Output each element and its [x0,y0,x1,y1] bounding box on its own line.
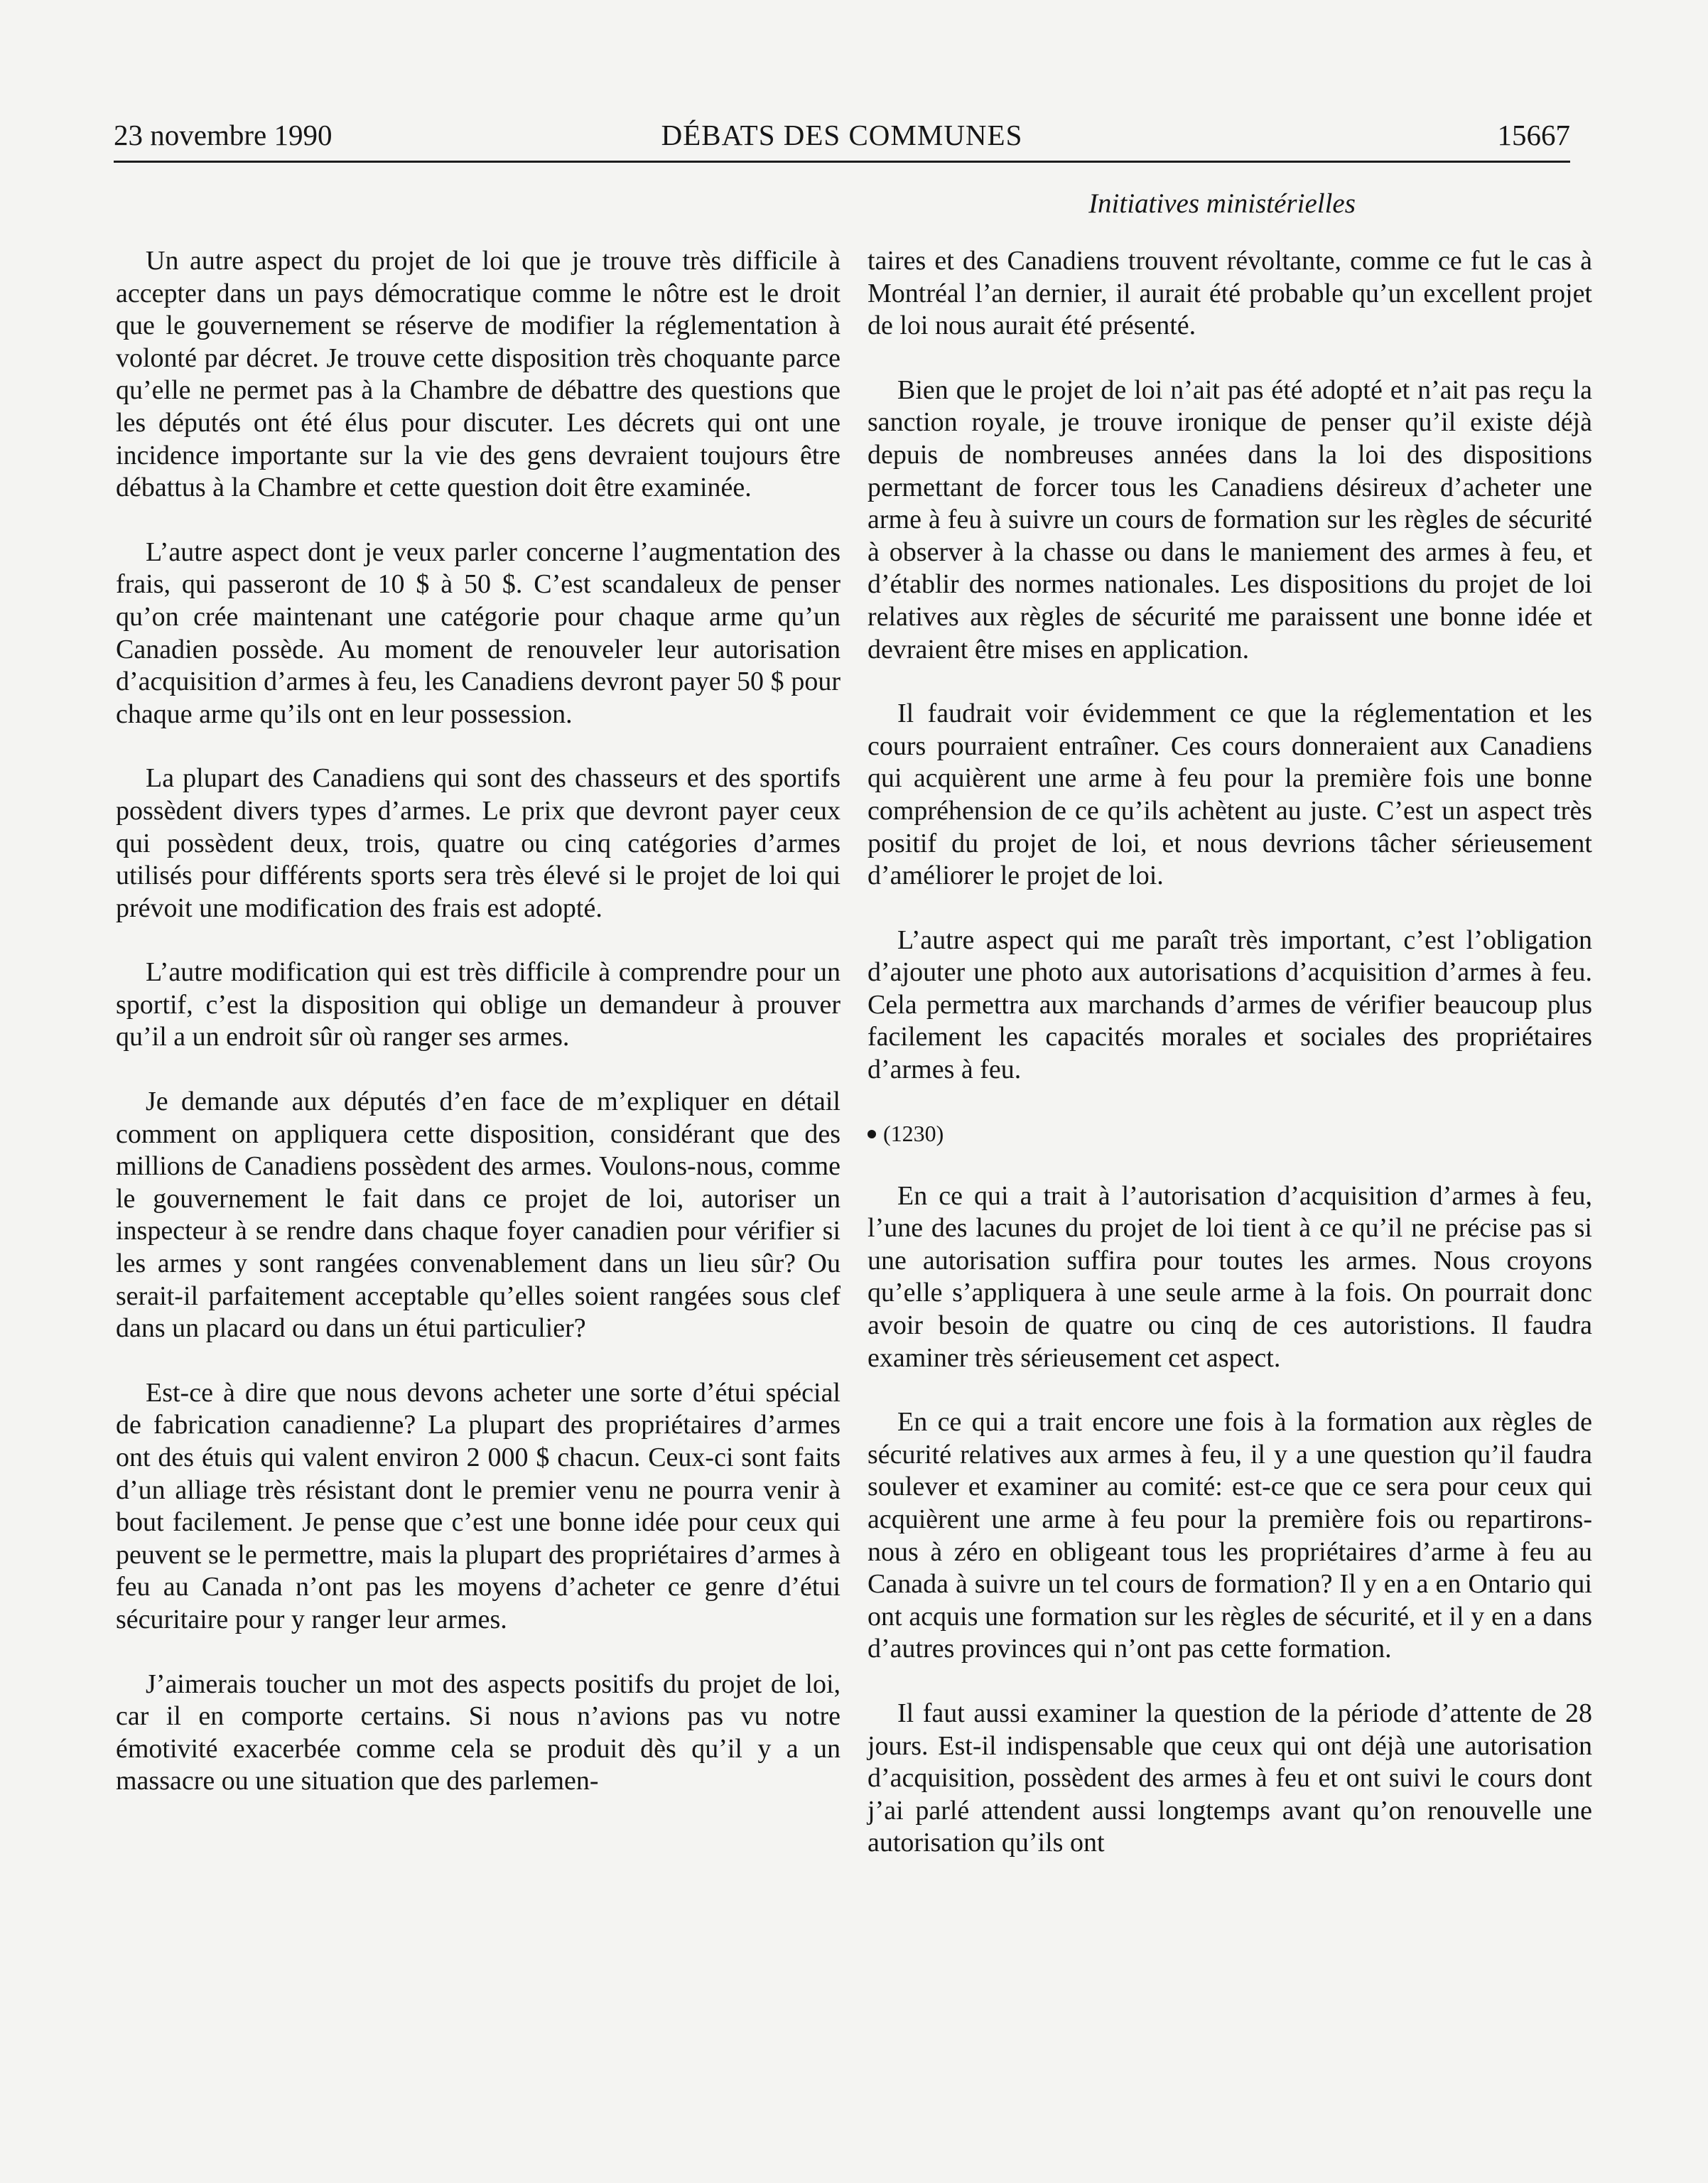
header-date: 23 novembre 1990 [114,119,333,151]
paragraph: En ce qui a trait à l’autorisation d’acquisition d’armes à feu, l’une des lacunes du projet de loi tient à ce qu’il ne précise pas si une autorisation suffira pour toutes les armes. Nous croyons qu’elle s’appliquera à une seule arme à la fois. On pourrait donc avoir besoin de quatre ou cinq de ces autoristions. Il faudra examiner très sérieusement cet aspect. [867,1180,1592,1373]
paragraph: Un autre aspect du projet de loi que je trouve très difficile à accepter dans un pays démocratique comme le nôtre est le droit que le gouvernement se réserve de modifier la réglementation à volonté par décret. Je trouve cette disposition très choquante parce qu’elle ne permet pas à la Chambre de débattre des questions que les députés ont été élus pour discuter. Les décrets qui ont une incidence importante sur la vie des gens devraient toujours être débattus à la Chambre et cette question doit être examinée. [116,246,841,503]
paragraph: L’autre aspect qui me paraît très important, c’est l’obligation d’ajouter une photo aux autorisations d’acquisition d’armes à feu. Cela permettra aux marchands d’armes de vérifier beaucoup plus facilement les capacités morales et sociales des propriétaires d’armes à feu. [867,925,1592,1085]
paragraph: Est-ce à dire que nous devons acheter une sorte d’étui spécial de fabrication canadienne? La plupart des propriétaires d’armes ont des étuis qui valent environ 2 000 $ chacun. Ceux-ci sont faits d’un alliage très résistant dont le premier venu ne pourra venir à bout facilement. Je pense que c’est une bonne idée pour ceux qui peuvent se le permettre, mais la plupart des propriétaires d’armes à feu au Canada n’ont pas les moyens d’acheter ce genre d’étui sécuritaire pour y ranger leur armes. [116,1377,841,1634]
right-column [867,245,1592,1892]
header-page-number: 15667 [1497,119,1570,151]
paragraph-continuation: taires et des Canadiens trouvent révoltante, comme ce fut le cas à Montréal l’an dernier, il aurait été probable qu’un excellent projet de loi nous aurait été présenté. [867,246,1592,341]
paragraph: En ce qui a trait encore une fois à la formation aux règles de sécurité relatives aux armes à feu, il y a une question qu’il faudra soulever et examiner au comité: est-ce que ce sera pour ceux qui acquièrent une arme à feu pour la première fois ou repartirons-nous à zéro en obligeant tous les propriétaires d’arme à feu au Canada à suivre un tel cours de formation? Il y en a en Ontario qui ont acquis une formation sur les règles de sécurité, et il y en a dans d’autres provinces qui n’ont pas cette formation. [867,1407,1592,1664]
page-header [114,114,1570,163]
time-marker [867,1119,1592,1148]
paragraph: L’autre aspect dont je veux parler concerne l’augmentation des frais, qui passeront de 10 $ à 50 $. C’est scandaleux de penser qu’on crée maintenant une catégorie pour chaque arme qu’un Canadien possède. Au moment de renouveler leur autorisation d’acquisition d’armes à feu, les Canadiens devront payer 50 $ pour chaque arme qu’ils ont en leur possession. [116,537,841,729]
bullet-icon [867,1130,876,1138]
paragraph: Il faudrait voir évidemment ce que la réglementation et les cours pourraient entraîner. Ces cours donneraient aux Canadiens qui acquièrent une arme à feu pour la première fois une bonne compréhension de ce qu’ils achètent au juste. C’est un aspect très positif du projet de loi, et nous devrions tâcher sérieusement d’améliorer le projet de loi. [867,699,1592,891]
paragraph: J’aimerais toucher un mot des aspects positifs du projet de loi, car il en comporte certains. Si nous n’avions pas vu notre émotivité exacerbée comme cela se produit dès qu’il y a un massacre ou une situation que des parlemen- [116,1669,841,1796]
paragraph: L’autre modification qui est très difficile à comprendre pour un sportif, c’est la disposition qui oblige un demandeur à prouver qu’il a un endroit sûr où ranger ses armes. [116,957,841,1052]
paragraph: Bien que le projet de loi n’ait pas été adopté et n’ait pas reçu la sanction royale, je trouve ironique de penser qu’il existe déjà depuis de nombreuses années dans la loi des dispositions permettant de forcer tous les Canadiens désireux d’acheter une arme à feu à suivre un cours de formation sur les règles de sécurité à observer à la chasse ou dans le maniement des armes à feu, et d’établir des normes nationales. Les dispositions du projet de loi relatives aux règles de sécurité me paraissent une bonne idée et devraient être mises en application. [867,374,1592,664]
section-label: Initiatives ministérielles [1088,188,1356,219]
left-column [116,245,841,1830]
header-title: DÉBATS DES COMMUNES [661,119,1023,151]
time-marker-label: (1230) [883,1120,944,1146]
paragraph: La plupart des Canadiens qui sont des chasseurs et des sportifs possèdent divers types d’armes. Le prix que devront payer ceux qui possèdent deux, trois, quatre ou cinq catégories d’armes utilisés pour différents sports sera très élevé si le projet de loi qui prévoit une modification des frais est adopté. [116,763,841,923]
paragraph: Il faut aussi examiner la question de la période d’attente de 28 jours. Est-il indispensable que ceux qui ont déjà une autorisation d’acquisition, possèdent des armes à feu et ont suivi le cours dont j’ai parlé attendent aussi longtemps avant qu’on renouvelle une autorisation qu’ils ont [867,1698,1592,1858]
paragraph: Je demande aux députés d’en face de m’expliquer en détail comment on appliquera cette disposition, considérant que des millions de Canadiens possèdent des armes. Voulons-nous, comme le gouvernement le fait dans ce projet de loi, autoriser un inspecteur à se rendre dans chaque foyer canadien pour vérifier si les armes y sont rangées convenablement dans un lieu sûr? Ou serait-il parfaitement acceptable qu’elles soient rangées sous clef dans un placard ou dans un étui particulier? [116,1087,841,1344]
